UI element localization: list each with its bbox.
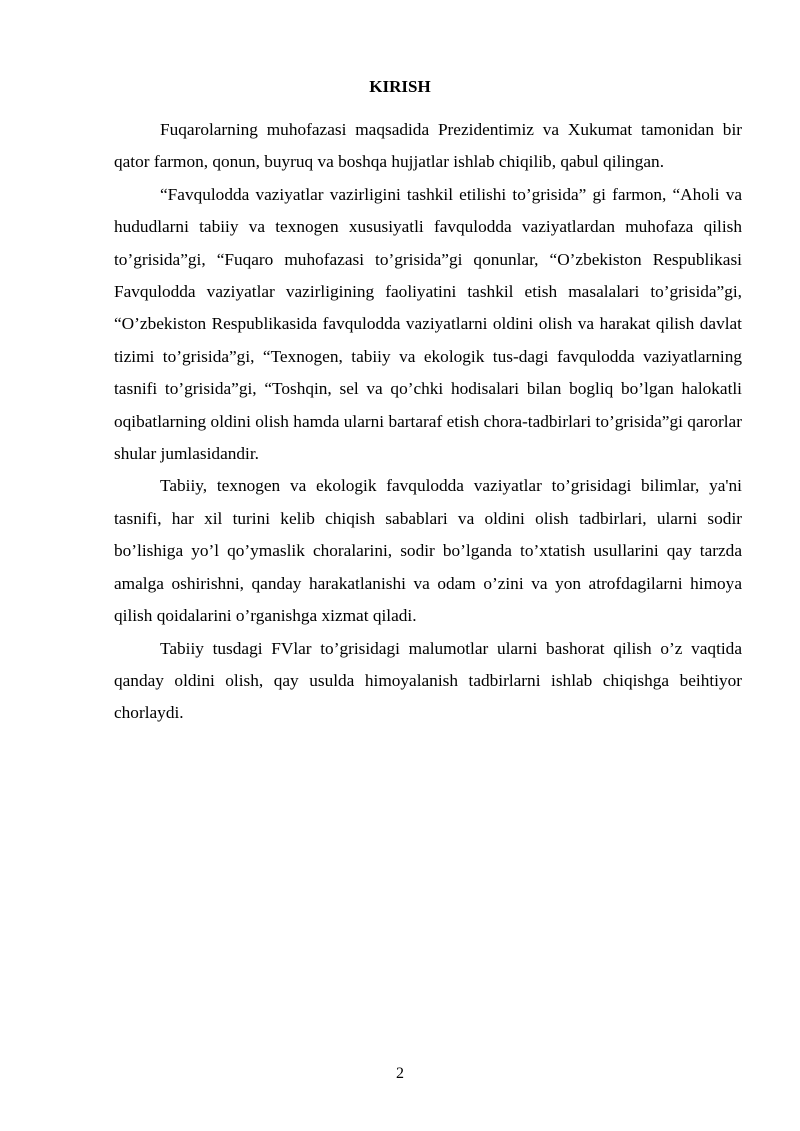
paragraph-1: Fuqarolarning muhofazasi maqsadida Prezidentimiz va Xukumat tamonidan bir qator farmon, qonun, buyruq va boshqa hujjatlar ishlab chiqilib, qabul qilingan. xyxy=(114,120,742,172)
page-heading: KIRISH xyxy=(369,77,431,96)
body-text xyxy=(114,114,742,730)
page-number: 2 xyxy=(396,1065,404,1082)
paragraph-4: Tabiiy tusdagi FVlar to’grisidagi malumotlar ularni bashorat qilish o’z vaqtida qanday oldini olish, qay usulda himoyalanish tadbirlarni ishlab chiqishga beihtiyor chorlaydi. xyxy=(114,638,742,723)
paragraph-2: “Favqulodda vaziyatlar vazirligini tashkil etilishi to’grisida” gi farmon, “Aholi va hududlarni tabiiy va texnogen xususiyatli favqulodda vaziyatlardan muhofaza qilish to’grisida”gi, “Fuqaro muhofazasi to’grisida”gi qonunlar, “O’zbekiston Respublikasi Favqulodda vaziyatlar vazirligining faoliyatini tashkil etish masalalari to’grisida”gi, “O’zbekiston Respublikasida favqulodda vaziyatlarni oldini olish va harakat qilish davlat tizimi to’grisida”gi, “Texnogen, tabiiy va ekologik tus-dagi favqulodda vaziyatlarning tasnifi to’grisida”gi, “Toshqin, sel va qo’chki hodisalari bilan bogliq bo’lgan halokatli oqibatlarning oldini olish hamda ularni bartaraf etish chora-tadbirlari to’grisida”gi qarorlar shular jumlasidandir. xyxy=(114,184,742,464)
paragraph-3: Tabiiy, texnogen va ekologik favqulodda vaziyatlar to’grisidagi bilimlar, ya'ni tasnifi, har xil turini kelib chiqish sabablari va oldini olish tadbirlari, ularni sodir bo’lishiga yo’l qo’ymaslik choralarini, sodir bo’lganda to’xtatish usullarini qay tarzda amalga oshirishni, qanday harakatlanishi va odam o’zini va yon atrofdagilarni himoya qilish qoidalarini o’rganishga xizmat qiladi. xyxy=(114,476,742,626)
